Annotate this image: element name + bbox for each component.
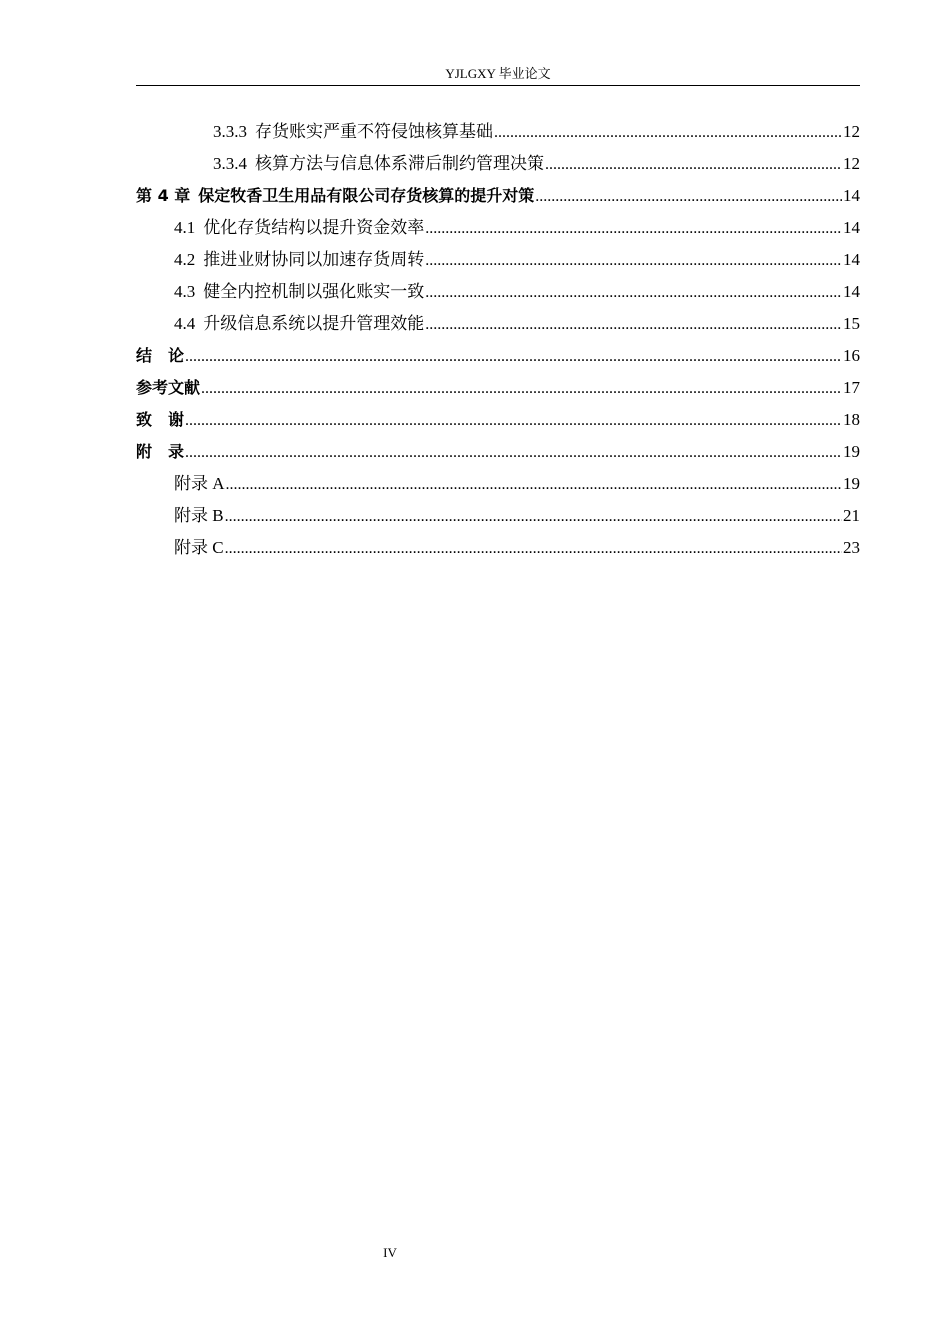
toc-entry-number: 4.2: [174, 250, 196, 269]
toc-entry-text: 推进业财协同以加速存货周转: [203, 250, 425, 269]
toc-entry-appendix[interactable]: [136, 436, 860, 468]
toc-leader-dots: [226, 469, 842, 501]
toc-leader-dots: [185, 405, 842, 437]
toc-leader-dots: [201, 373, 842, 405]
toc-leader-dots: [225, 501, 842, 533]
toc-entry-4-1[interactable]: [136, 212, 860, 244]
toc-entry-page: 23: [843, 538, 860, 557]
toc-leader-dots: [425, 213, 842, 245]
toc-leader-dots: [545, 149, 842, 181]
toc-entry-title: [174, 244, 424, 276]
toc-entry-title: [213, 148, 544, 180]
table-of-contents: [136, 116, 860, 564]
toc-entry-references[interactable]: [136, 372, 860, 404]
toc-entry-title: [213, 116, 493, 148]
toc-entry-page: 21: [843, 506, 860, 525]
toc-leader-dots: [535, 181, 842, 213]
toc-entry-title: [174, 500, 224, 532]
toc-entry-4-4[interactable]: [136, 308, 860, 340]
toc-entry-3-3-3[interactable]: [136, 116, 860, 148]
toc-entry-number: 第 4 章: [136, 186, 191, 205]
toc-entry-text: 存货账实严重不符侵蚀核算基础: [255, 122, 493, 141]
toc-entry-appendix-a[interactable]: [136, 468, 860, 500]
toc-entry-text: 升级信息系统以提升管理效能: [203, 314, 425, 333]
toc-entry-text: 优化存货结构以提升资金效率: [203, 218, 425, 237]
toc-entry-page: 12: [843, 154, 860, 173]
toc-entry-4-3[interactable]: [136, 276, 860, 308]
toc-leader-dots: [185, 437, 842, 469]
toc-entry-appendix-c[interactable]: [136, 532, 860, 564]
toc-entry-text: 参考文献: [136, 378, 201, 397]
toc-entry-number: 4.3: [174, 282, 196, 301]
toc-entry-page: 18: [843, 410, 860, 429]
toc-entry-page: 12: [843, 122, 860, 141]
toc-entry-title: [174, 212, 424, 244]
toc-entry-text: 结 论: [136, 346, 185, 365]
toc-entry-title: [136, 340, 184, 372]
toc-entry-text: 保定牧香卫生用品有限公司存货核算的提升对策: [198, 186, 535, 205]
toc-leader-dots: [425, 277, 842, 309]
toc-entry-4-2[interactable]: [136, 244, 860, 276]
toc-entry-page: 19: [843, 442, 860, 461]
toc-entry-text: 附录 B: [174, 506, 224, 525]
toc-entry-number: 4.4: [174, 314, 196, 333]
toc-entry-title: [174, 532, 224, 564]
toc-entry-title: [136, 404, 184, 436]
toc-entry-number: 3.3.4: [213, 154, 247, 173]
toc-entry-text: 附录 C: [174, 538, 224, 557]
toc-entry-title: [174, 276, 424, 308]
toc-entry-title: [136, 372, 200, 404]
toc-entry-page: 14: [843, 186, 860, 205]
toc-entry-text: 核算方法与信息体系滞后制约管理决策: [255, 154, 544, 173]
toc-entry-conclusion[interactable]: [136, 340, 860, 372]
toc-entry-page: 14: [843, 282, 860, 301]
toc-entry-page: 16: [843, 346, 860, 365]
toc-entry-title: [136, 180, 534, 212]
toc-entry-title: [174, 468, 225, 500]
toc-entry-page: 17: [843, 378, 860, 397]
toc-leader-dots: [494, 117, 842, 149]
toc-entry-chapter-4[interactable]: [136, 180, 860, 212]
toc-entry-3-3-4[interactable]: [136, 148, 860, 180]
page-number: IV: [383, 1245, 397, 1260]
toc-leader-dots: [225, 533, 842, 565]
running-header: YJLGXY 毕业论文: [136, 66, 860, 86]
toc-entry-title: [136, 436, 184, 468]
toc-entry-title: [174, 308, 424, 340]
toc-entry-text: 附录 A: [174, 474, 225, 493]
toc-leader-dots: [185, 341, 842, 373]
toc-entry-number: 3.3.3: [213, 122, 247, 141]
toc-entry-text: 健全内控机制以强化账实一致: [203, 282, 425, 301]
toc-entry-page: 14: [843, 250, 860, 269]
toc-entry-number: 4.1: [174, 218, 196, 237]
toc-leader-dots: [425, 309, 842, 341]
toc-entry-appendix-b[interactable]: [136, 500, 860, 532]
toc-leader-dots: [425, 245, 842, 277]
toc-entry-text: 附 录: [136, 442, 185, 461]
toc-entry-acknowledgements[interactable]: [136, 404, 860, 436]
toc-entry-text: 致 谢: [136, 410, 185, 429]
toc-entry-page: 15: [843, 314, 860, 333]
toc-entry-page: 19: [843, 474, 860, 493]
toc-entry-page: 14: [843, 218, 860, 237]
